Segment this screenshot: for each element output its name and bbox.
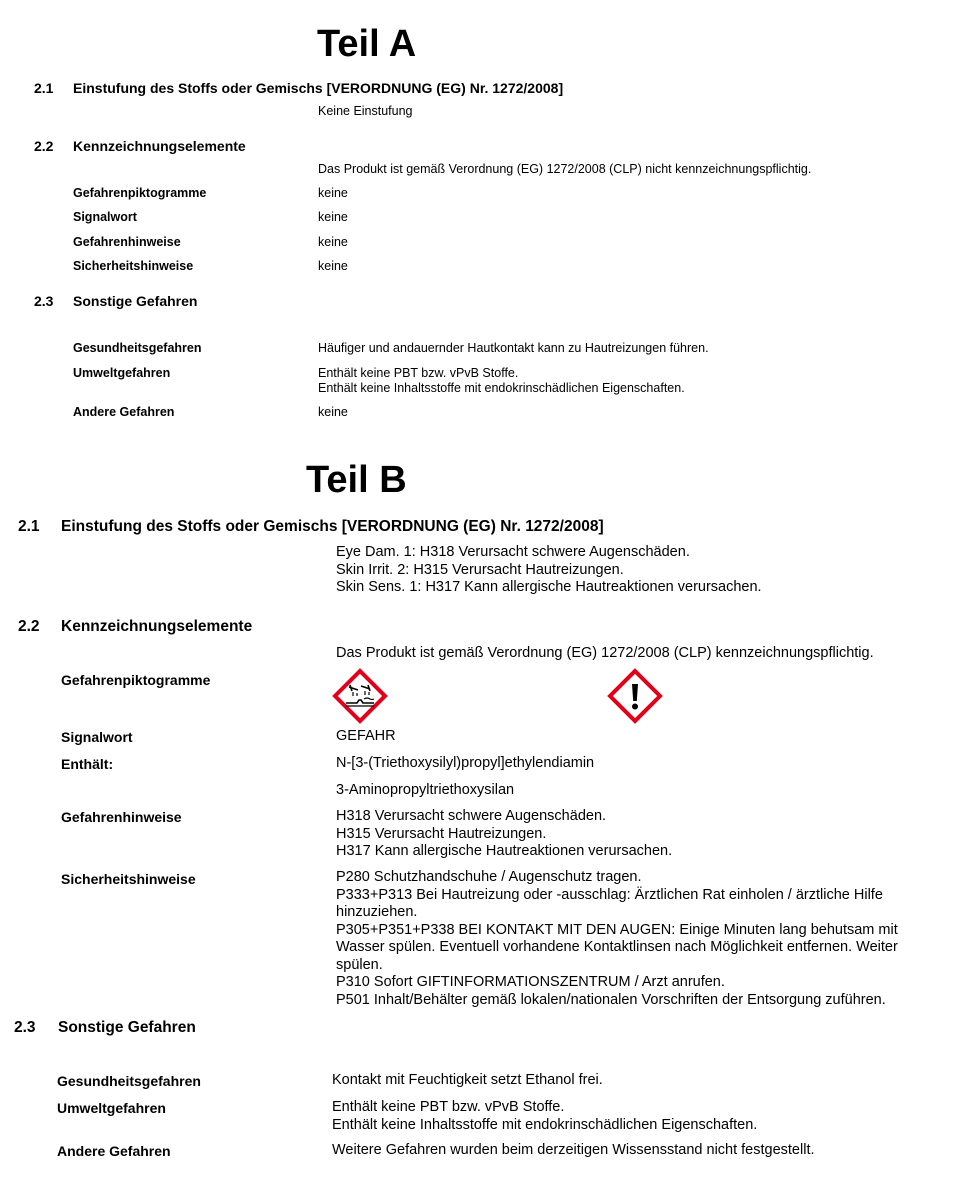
teil-a-label-signalwort: Signalwort	[73, 210, 137, 224]
teil-a-kennzeichnung-intro: Das Produkt ist gemäß Verordnung (EG) 1272/2008 (CLP) nicht kennzeichnungspflichtig.	[318, 162, 812, 176]
teil-b-label-enthaelt: Enthält:	[61, 756, 114, 772]
text-line: P280 Schutzhandschuhe / Augenschutz tragen.	[336, 869, 642, 885]
text-line: Häufiger und andauernder Hautkontakt kann zu Hautreizungen führen.	[318, 341, 709, 355]
text-line: Kontakt mit Feuchtigkeit setzt Ethanol frei.	[332, 1072, 603, 1088]
text-line: P305+P351+P338 BEI KONTAKT MIT DEN AUGEN: Einige Minuten lang behutsam mit Wasser spülen. Eventuell vorhandene Kontaktlinsen nach Möglichkeit entfernen. Weiter spülen.	[336, 921, 898, 973]
teil-b-value-andere-gefahren	[332, 1142, 815, 1160]
teil-b-section-2-2-number: 2.2	[18, 618, 40, 635]
teil-a-value-gesundheitsgefahren	[318, 341, 709, 356]
corrosion-pictogram-icon	[332, 668, 388, 724]
teil-b-section-2-3-number: 2.3	[14, 1019, 36, 1036]
teil-a-section-2-2-number: 2.2	[34, 138, 54, 154]
text-line: Enthält keine Inhaltsstoffe mit endokrinschädlichen Eigenschaften.	[318, 381, 685, 395]
teil-b-section-2-1-number: 2.1	[18, 518, 40, 535]
teil-a-title: Teil A	[317, 23, 417, 65]
text-line: H315 Verursacht Hautreizungen.	[336, 825, 547, 842]
text-line: P333+P313 Bei Hautreizung oder -ausschlag: Ärztlichen Rat einholen / ärztliche Hilfe hinzuziehen.	[336, 886, 883, 920]
teil-a-label-gesundheitsgefahren: Gesundheitsgefahren	[73, 341, 202, 355]
teil-b-value-umweltgefahren	[332, 1099, 757, 1134]
text-line: Eye Dam. 1: H318 Verursacht schwere Augenschäden.	[336, 544, 690, 560]
teil-a-value-signalwort: keine	[318, 210, 348, 224]
teil-b-label-gefahrenpiktogramme: Gefahrenpiktogramme	[61, 672, 211, 688]
text-line: Enthält keine Inhaltsstoffe mit endokrinschädlichen Eigenschaften.	[332, 1116, 758, 1133]
text-line: Skin Sens. 1: H317 Kann allergische Hautreaktionen verursachen.	[336, 579, 762, 595]
text-line: P310 Sofort GIFTINFORMATIONSZENTRUM / Arzt anrufen.	[336, 974, 725, 990]
teil-a-section-2-1-number: 2.1	[34, 80, 54, 96]
teil-b-value-gefahrenhinweise	[336, 808, 672, 861]
teil-a-value-andere-gefahren	[318, 405, 348, 420]
text-line: H318 Verursacht schwere Augenschäden.	[336, 808, 607, 824]
teil-a-label-gefahrenhinweise: Gefahrenhinweise	[73, 235, 181, 249]
teil-b-section-2-1-heading: Einstufung des Stoffs oder Gemischs [VERORDNUNG (EG) Nr. 1272/2008]	[61, 518, 604, 535]
teil-a-value-umweltgefahren	[318, 366, 685, 396]
teil-a-label-andere-gefahren: Andere Gefahren	[73, 405, 175, 419]
teil-a-label-gefahrenpiktogramme: Gefahrenpiktogramme	[73, 186, 207, 200]
teil-b-section-2-3-heading: Sonstige Gefahren	[58, 1019, 196, 1036]
text-line: Enthält keine PBT bzw. vPvB Stoffe.	[332, 1099, 565, 1115]
teil-b-label-umweltgefahren: Umweltgefahren	[57, 1100, 166, 1116]
text-line: Weitere Gefahren wurden beim derzeitigen Wissensstand nicht festgestellt.	[332, 1142, 815, 1158]
teil-b-title: Teil B	[306, 459, 407, 501]
teil-a-label-umweltgefahren: Umweltgefahren	[73, 366, 171, 380]
teil-b-value-sicherheitshinweise	[336, 869, 928, 1009]
exclamation-pictogram-icon	[607, 668, 663, 724]
teil-a-value-sicherheitshinweise: keine	[318, 259, 348, 273]
teil-b-value-gesundheitsgefahren	[332, 1072, 603, 1090]
teil-a-section-2-1-heading: Einstufung des Stoffs oder Gemischs [VERORDNUNG (EG) Nr. 1272/2008]	[73, 80, 564, 96]
teil-b-value-enthaelt-2: 3-Aminopropyltriethoxysilan	[336, 782, 515, 798]
teil-b-label-andere-gefahren: Andere Gefahren	[57, 1143, 171, 1159]
teil-a-label-sicherheitshinweise: Sicherheitshinweise	[73, 259, 194, 273]
teil-a-einstufung-text: Keine Einstufung	[318, 104, 413, 118]
teil-a-section-2-3-number: 2.3	[34, 293, 54, 309]
text-line: H317 Kann allergische Hautreaktionen verursachen.	[336, 843, 673, 859]
teil-b-value-signalwort: GEFAHR	[336, 728, 396, 744]
teil-a-value-gefahrenpiktogramme: keine	[318, 186, 348, 200]
teil-a-section-2-3-heading: Sonstige Gefahren	[73, 293, 198, 309]
teil-b-einstufung-list	[336, 544, 762, 597]
teil-a-value-gefahrenhinweise: keine	[318, 235, 348, 249]
text-line: Enthält keine PBT bzw. vPvB Stoffe.	[318, 366, 519, 380]
text-line: Skin Irrit. 2: H315 Verursacht Hautreizungen.	[336, 561, 624, 578]
teil-b-label-gesundheitsgefahren: Gesundheitsgefahren	[57, 1073, 201, 1089]
teil-b-value-enthaelt-1: N-[3-(Triethoxysilyl)propyl]ethylendiamin	[336, 755, 595, 771]
teil-a-section-2-2-heading: Kennzeichnungselemente	[73, 138, 246, 154]
teil-b-label-sicherheitshinweise: Sicherheitshinweise	[61, 871, 196, 887]
text-line: P501 Inhalt/Behälter gemäß lokalen/nationalen Vorschriften der Entsorgung zuführen.	[336, 991, 886, 1008]
teil-b-section-2-2-heading: Kennzeichnungselemente	[61, 618, 253, 635]
text-line: keine	[318, 405, 348, 419]
teil-b-label-signalwort: Signalwort	[61, 729, 133, 745]
teil-b-kennzeichnung-intro: Das Produkt ist gemäß Verordnung (EG) 1272/2008 (CLP) kennzeichnungspflichtig.	[336, 645, 874, 661]
teil-b-label-gefahrenhinweise: Gefahrenhinweise	[61, 809, 182, 825]
